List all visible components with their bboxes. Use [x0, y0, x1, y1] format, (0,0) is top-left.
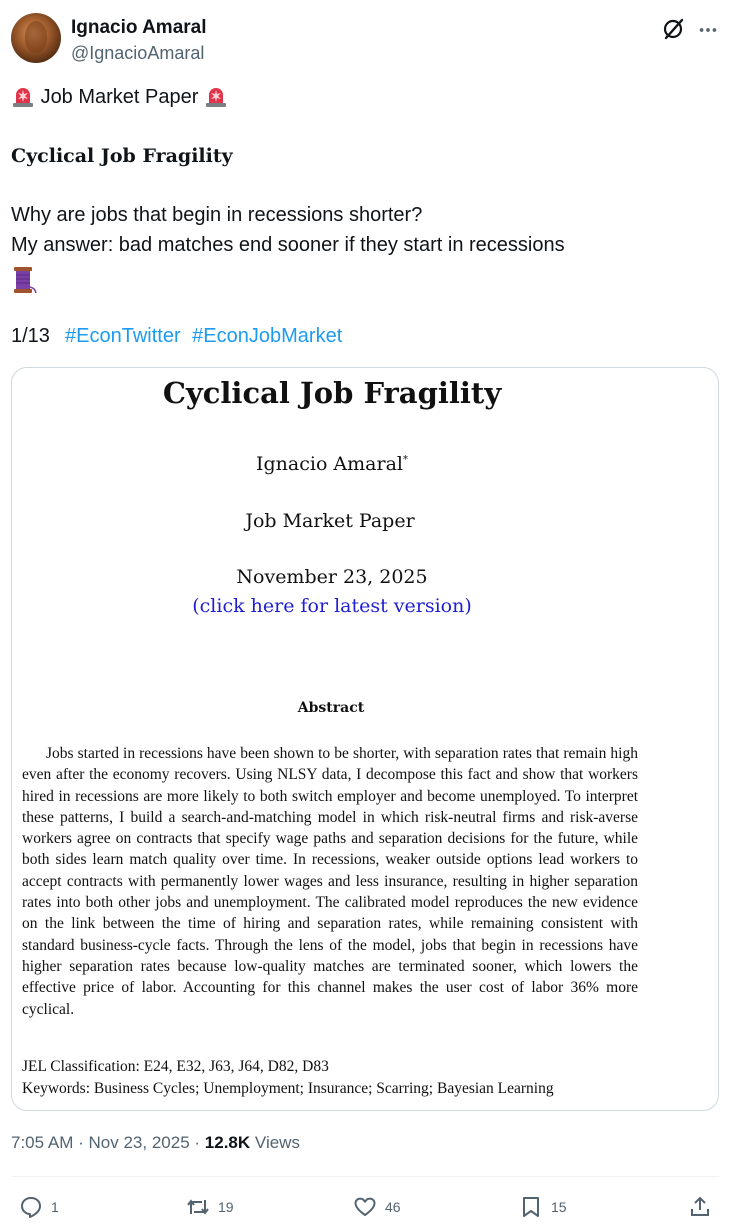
jel-classification: JEL Classification: E24, E32, J63, J64, D82, D83	[22, 1058, 329, 1075]
hashtag-econtwitter[interactable]: #EconTwitter	[65, 325, 181, 347]
hashtags	[65, 325, 348, 348]
paper-title: Cyclical Job Fragility	[162, 376, 502, 410]
grok-icon[interactable]	[662, 17, 686, 41]
tweet-answer: My answer: bad matches end sooner if they start in recessions	[11, 234, 565, 256]
bookmark-count: 15	[551, 1199, 567, 1215]
abstract-text: Jobs started in recessions have been shown to be shorter, with separation rates that remain high even after the economy recovers. Using NLSY data, I decompose this fact and show that workers hired in recessions are more likely to both switch employer and become unemployed. To interpret these patterns, I build a search-and-matching model in which risk-neutral firms and risk-averse workers agree on contracts that specify wage paths and separation decisions for the future, while both sides learn match quality over time. In recessions, weaker outside options lead workers to accept contracts with permanently lower wages and less insurance, resulting in higher separation rates into both other jobs and unemployment. The calibrated model reproduces the new evidence on the link between the time of hiring and separation rates, while remaining consistent with standard business-cycle facts. Through the lens of the model, jobs that begin in recessions have higher separation rates because low-quality matches are terminated sooner, which lowers the effective price of labor. Accounting for this channel makes the user cost of labor 36% more cyclical.	[22, 745, 638, 1018]
tweet-time[interactable]: 7:05 AM	[11, 1133, 74, 1152]
siren-emoji-icon	[11, 84, 35, 108]
repost-icon	[186, 1195, 210, 1219]
keywords: Keywords: Business Cycles; Unemployment; Insurance; Scarring; Bayesian Learning	[22, 1080, 554, 1097]
headline-text: Job Market Paper	[40, 86, 199, 108]
tweet-header	[11, 13, 721, 65]
divider	[11, 1176, 719, 1177]
like-button[interactable]	[353, 1193, 401, 1221]
paper-author: Ignacio Amaral*	[256, 453, 408, 475]
author-handle[interactable]: @IgnacioAmaral	[71, 43, 205, 63]
abstract-heading: Abstract	[297, 700, 365, 716]
tweet-meta	[11, 1133, 300, 1153]
meta-separator: ·	[78, 1133, 84, 1152]
like-count: 46	[385, 1199, 401, 1215]
share-button[interactable]	[688, 1193, 720, 1221]
share-icon	[688, 1195, 712, 1219]
thread-counter: 1/13	[11, 325, 50, 347]
more-horizontal-icon[interactable]	[697, 19, 719, 41]
author-name[interactable]: Ignacio Amaral	[71, 17, 207, 38]
views-count: 12.8K	[204, 1133, 251, 1152]
siren-emoji-icon	[204, 84, 228, 108]
paper-date: November 23, 2025	[236, 566, 428, 588]
tweet-paper-title: Cyclical Job Fragility	[11, 145, 233, 167]
repost-count: 19	[218, 1199, 234, 1215]
views-label: Views	[254, 1133, 300, 1152]
paper-image-card[interactable]	[11, 367, 719, 1111]
avatar[interactable]	[11, 13, 61, 63]
reply-button[interactable]	[19, 1193, 59, 1221]
repost-button[interactable]	[186, 1193, 234, 1221]
reply-count: 1	[51, 1199, 59, 1215]
tweet-question: Why are jobs that begin in recessions shorter?	[11, 204, 423, 226]
tweet-headline	[11, 84, 228, 109]
meta-separator: ·	[194, 1133, 201, 1152]
bookmark-icon	[519, 1195, 543, 1219]
spool-of-thread-icon	[11, 266, 37, 294]
reply-icon	[19, 1195, 43, 1219]
bookmark-button[interactable]	[519, 1193, 567, 1221]
hashtag-econjobmarket[interactable]: #EconJobMarket	[192, 325, 343, 347]
tweet-date[interactable]: Nov 23, 2025	[88, 1133, 190, 1152]
paper-subtitle: Job Market Paper	[245, 510, 415, 532]
heart-icon	[353, 1195, 377, 1219]
paper-latest-version-link: (click here for latest version)	[192, 595, 472, 617]
